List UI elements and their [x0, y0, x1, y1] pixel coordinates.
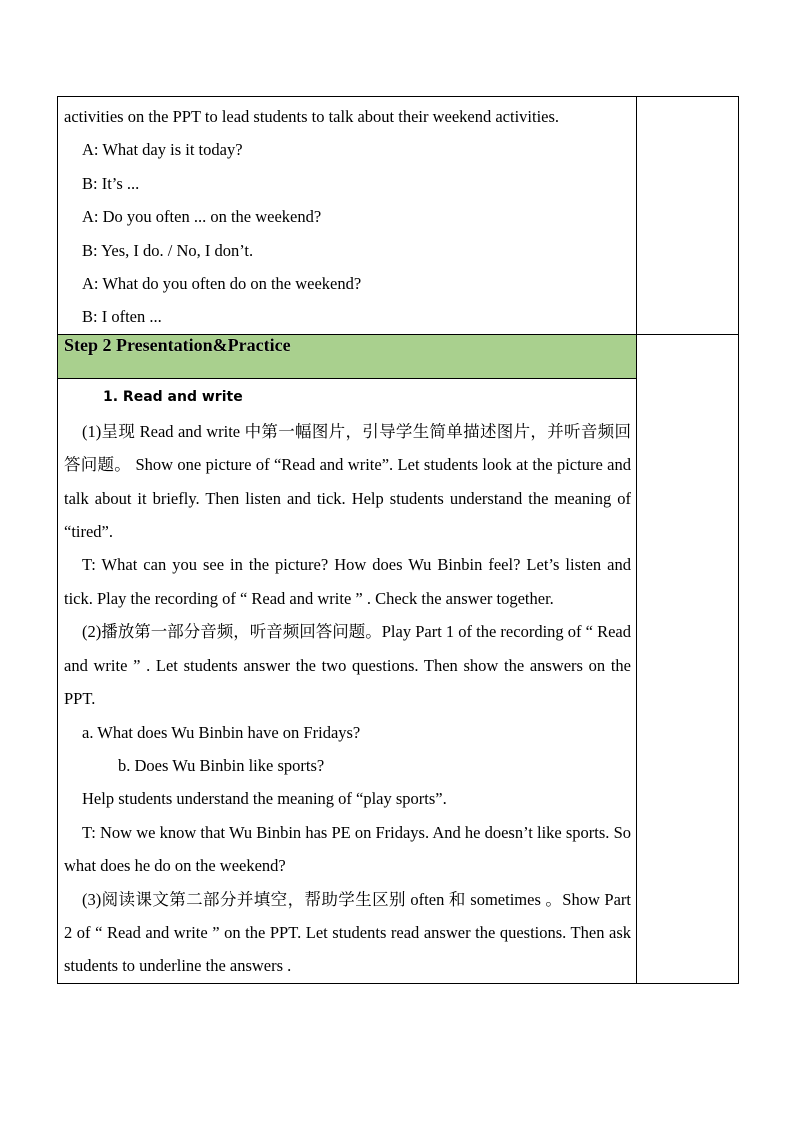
step-title: Step 2 Presentation&Practice [64, 334, 291, 355]
table-row [58, 97, 739, 335]
step-header-cell [58, 334, 637, 378]
dialogue-line: B: I often ... [82, 307, 162, 327]
paragraph: (3)阅读课文第二部分并填空，帮助学生区别 often 和 sometimes 。Show Part 2 of “ Read and write ” on the PPT. Let students read answer the questions. Then ask students to underline the answers . [64, 889, 631, 976]
lesson-plan-table [57, 96, 739, 984]
paragraph: T: What can you see in the picture? How does Wu Binbin feel? Let’s listen and tick. Play the recording of “ Read and write ” . Check the answer together. [64, 555, 631, 608]
table-row [58, 378, 739, 983]
section-subheading: 1. Read and write [103, 388, 243, 405]
table-row [58, 334, 739, 378]
intro-line: activities on the PPT to lead students to talk about their weekend activities. [64, 107, 560, 126]
dialogue-line: A: What day is it today? [82, 140, 243, 160]
warmup-content-cell [58, 97, 637, 335]
dialogue-line: A: Do you often ... on the weekend? [82, 207, 322, 227]
notes-cell [637, 97, 739, 335]
dialogue-line: A: What do you often do on the weekend? [82, 274, 362, 294]
paragraph: (2)播放第一部分音频，听音频回答问题。Play Part 1 of the recording of “ Read and write ” . Let students answer the two questions. Then show the answers on the PPT. [64, 622, 631, 709]
dialogue-line: B: It’s ... [82, 173, 140, 193]
notes-cell [637, 334, 739, 983]
question-a: a. What does Wu Binbin have on Fridays? [82, 722, 361, 742]
paragraph: Help students understand the meaning of “play sports”. [82, 789, 447, 809]
question-b: b. Does Wu Binbin like sports? [118, 755, 325, 775]
paragraph: (1)呈现 Read and write 中第一幅图片，引导学生简单描述图片，并听音频回答问题。 Show one picture of “Read and write”. Let students look at the picture and talk about it briefly. Then listen and tick. Help students understand the meaning of “tired”. [64, 421, 631, 542]
paragraph: T: Now we know that Wu Binbin has PE on Fridays. And he doesn’t like sports. So what does he do on the weekend? [64, 822, 631, 876]
dialogue-line: B: Yes, I do. / No, I don’t. [82, 240, 254, 260]
presentation-content-cell [58, 378, 637, 983]
